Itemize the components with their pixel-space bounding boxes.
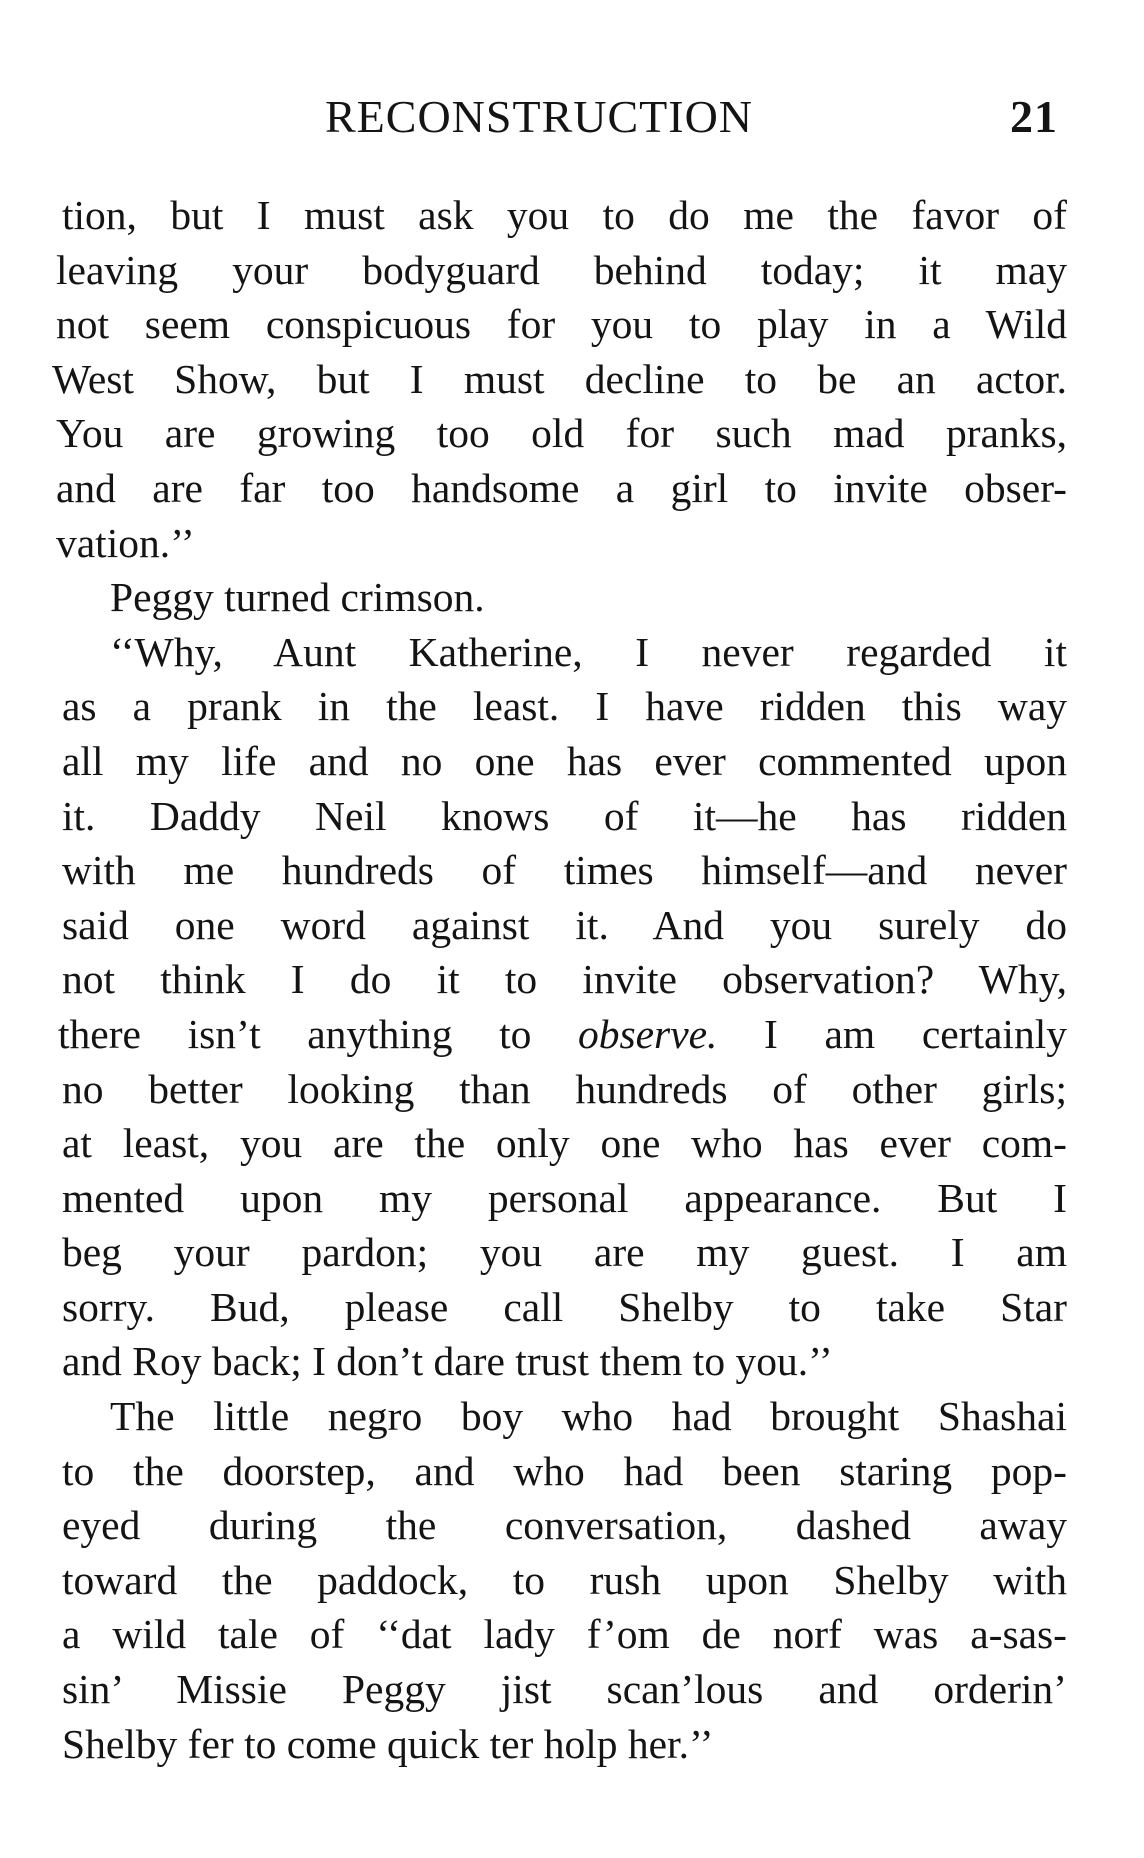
line-text: beg your pardon; you are my guest. I am: [62, 1229, 1067, 1276]
text-line: [62, 1662, 1067, 1717]
line-text: a wild tale of ‘‘dat lady f’om de norf was a-sas-: [62, 1611, 1067, 1658]
text-line: [62, 1444, 1067, 1499]
line-text: not seem conspicuous for you to play in a Wild: [56, 301, 1067, 348]
line-text: to the doorstep, and who had been staring pop-: [62, 1447, 1067, 1494]
text-line: [62, 789, 1067, 844]
text-line: [62, 898, 1067, 953]
text-line: [62, 1389, 1067, 1444]
line-text: toward the paddock, to rush upon Shelby with: [62, 1556, 1067, 1603]
emphasis-text: observe.: [577, 1010, 718, 1057]
text-line: [62, 1553, 1067, 1608]
line-text: said one word against it. And you surely do: [62, 901, 1067, 948]
text-line: [62, 734, 1067, 789]
line-text: The little negro boy who had brought Shashai: [110, 1393, 1067, 1440]
text-line: [62, 1062, 1067, 1117]
line-text: tion, but I must ask you to do me the favor of: [62, 192, 1067, 238]
line-text: and Roy back; I don’t dare trust them to you.’’: [62, 1338, 833, 1385]
text-line: [62, 1171, 1067, 1226]
text-line: [52, 352, 1067, 407]
text-line: [62, 952, 1067, 1007]
text-line: [62, 1280, 1067, 1335]
text-line: [62, 1334, 1067, 1389]
text-line: [62, 188, 1067, 243]
text-line: [62, 843, 1067, 898]
line-text: sin’ Missie Peggy jist scan’lous and orderin’: [62, 1666, 1067, 1713]
text-line: [56, 243, 1067, 298]
line-text: Peggy turned crimson.: [110, 574, 485, 621]
line-text: all my life and no one has ever commented upon: [62, 737, 1067, 784]
line-text: Shelby fer to come quick ter holp her.’’: [62, 1720, 714, 1767]
line-text: mented upon my personal appearance. But I: [62, 1174, 1067, 1221]
line-text: West Show, but I must decline to be an actor.: [52, 355, 1067, 402]
line-text: it. Daddy Neil knows of it—he has ridden: [62, 792, 1067, 839]
text-line: [62, 1498, 1067, 1553]
line-text: with me hundreds of times himself—and never: [62, 847, 1067, 894]
text-line: [56, 516, 1067, 571]
text-line: [62, 1607, 1067, 1662]
text-line: [62, 570, 1067, 625]
text-line: [56, 297, 1067, 352]
text-line: [56, 461, 1067, 516]
line-text: You are growing too old for such mad pranks,: [56, 410, 1067, 457]
line-text: there isn’t anything to: [58, 1010, 578, 1057]
line-text: eyed during the conversation, dashed away: [62, 1502, 1067, 1549]
line-text: not think I do it to invite observation? Why,: [62, 956, 1067, 1003]
running-title: RECONSTRUCTION: [325, 91, 754, 142]
line-text: ‘‘Why, Aunt Katherine, I never regarded it: [110, 628, 1067, 675]
text-line: [56, 406, 1067, 461]
text-line: [62, 1116, 1067, 1171]
page-number: 21: [1010, 91, 1058, 142]
line-text: and are far too handsome a girl to invite obser-: [56, 464, 1067, 511]
text-line: [62, 625, 1067, 680]
line-text: no better looking than hundreds of other girls;: [62, 1065, 1067, 1112]
running-head: [0, 90, 1144, 150]
text-line: [58, 1007, 1067, 1062]
line-text: leaving your bodyguard behind today; it may: [56, 246, 1067, 293]
line-text: vation.’’: [56, 519, 195, 566]
line-text: I am certainly: [717, 1010, 1067, 1057]
line-text: as a prank in the least. I have ridden this way: [62, 683, 1067, 730]
body-text: [52, 188, 1067, 1771]
text-line: [62, 1717, 1067, 1772]
text-line: [62, 1225, 1067, 1280]
text-line: [62, 679, 1067, 734]
line-text: at least, you are the only one who has ever com-: [62, 1120, 1067, 1167]
line-text: sorry. Bud, please call Shelby to take Star: [62, 1283, 1067, 1330]
